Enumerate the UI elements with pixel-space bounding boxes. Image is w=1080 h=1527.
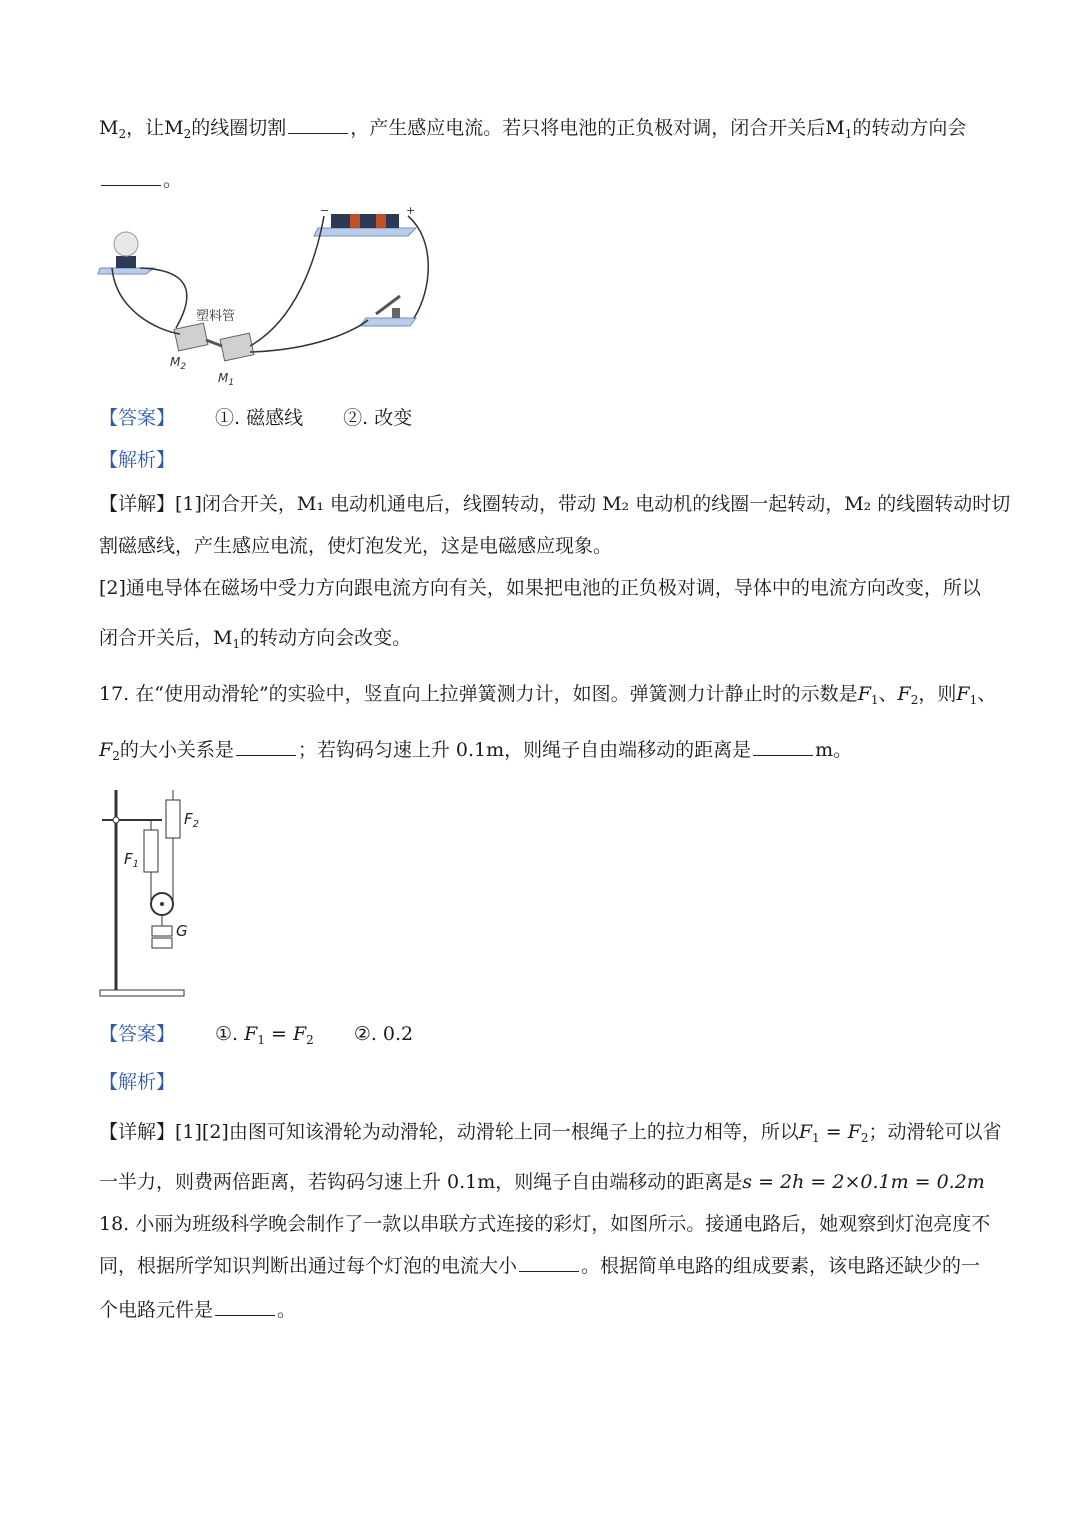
q16-detail-3: [2]通电导体在磁场中受力方向跟电流方向有关，如果把电池的正负极对调，导体中的电流方向改变，所以: [99, 577, 981, 599]
detail-tag: 【详解】: [99, 493, 176, 515]
q17-detail-2: 一半力，则费两倍距离，若钩码匀速上升 0.1m，则绳子自由端移动的距离是s = 2h = 2×0.1m = 0.2m: [99, 1171, 985, 1193]
q16-detail-1: 【详解】[1]闭合开关，M₁ 电动机通电后，线圈转动，带动 M₂ 电动机的线圈一起转动，M₂ 的线圈转动时切: [99, 493, 1011, 515]
wire: [250, 320, 368, 352]
f2-label: F: [184, 810, 193, 828]
pulley-figure: [98, 786, 218, 1000]
motor-m2-icon: [174, 323, 208, 351]
wire: [112, 268, 180, 334]
q18-line-3: 个电路元件是 。: [99, 1299, 297, 1321]
wire: [140, 268, 187, 328]
f1-label: F: [124, 850, 133, 868]
answer-tag: 【答案】: [99, 407, 176, 429]
switch-board: [360, 318, 416, 326]
answer-blank[interactable]: [215, 1297, 275, 1316]
q18-line-1: 18. 小丽为班级科学晚会制作了一款以串联方式连接的彩灯，如图所示。接通电路后，她观察到灯泡亮度不: [99, 1213, 991, 1235]
battery-board: [314, 228, 416, 236]
q17-analysis-tag: 【解析】: [99, 1071, 176, 1093]
lamp-base: [116, 256, 136, 268]
motor-circuit-figure: [96, 200, 456, 400]
wire: [250, 216, 324, 346]
answer-blank[interactable]: [288, 115, 348, 134]
svg-text:M2: $M_2$: [170, 355, 187, 372]
answer-blank[interactable]: [753, 737, 813, 756]
spring-scale-f2: [166, 800, 180, 838]
m2-symbol: M: [99, 117, 119, 139]
q16-answer: 【答案】 ①. 磁感线 ②. 改变: [99, 407, 413, 429]
hook-weight-icon: [152, 926, 172, 936]
battery-plus-label: +: [406, 204, 416, 217]
g-label: G: [176, 922, 188, 940]
q18-line-2: 同，根据所学知识判断出通过每个灯泡的电流大小 。根据简单电路的组成要素，该电路还缺少的一: [99, 1255, 981, 1277]
plastic-tube-label: 塑料管: [196, 309, 236, 324]
battery-icon: [331, 214, 399, 228]
spring-scale-f1: [144, 830, 158, 872]
m2-label: M: [170, 355, 181, 369]
svg-text:M1: $M_1$: [218, 371, 235, 388]
m1-label: M: [218, 371, 229, 385]
q16-analysis-tag: 【解析】: [99, 449, 176, 471]
stand-base: [100, 990, 184, 996]
plastic-tube: [206, 340, 222, 346]
q16-line-1: $M_2$，让$M_2$的线圈切割 ，产生感应电流。若只将电池的正负极对调，闭合开关后$M_1$的转动方向会: [99, 117, 967, 141]
q16-line-2: 。: [99, 166, 182, 194]
q17-answer: 【答案】 ①. $F_1 = F_2$ ②. 0.2: [99, 1023, 414, 1047]
answer-blank[interactable]: [519, 1253, 579, 1272]
q16-detail-2: 割磁感线，产生感应电流，使灯泡发光，这是电磁感应现象。: [99, 535, 613, 557]
answer-blank[interactable]: [236, 737, 296, 756]
q17-detail-1: 【详解】[1][2]由图可知该滑轮为动滑轮，动滑轮上同一根绳子上的拉力相等，所以$F_1 = F_2$；动滑轮可以省: [99, 1121, 1002, 1145]
answer-blank[interactable]: [101, 167, 161, 186]
detail-tag: 【详解】: [99, 1121, 176, 1143]
answer-tag: 【答案】: [99, 1023, 176, 1045]
q16-detail-4: 闭合开关后，$M_1$的转动方向会改变。: [99, 627, 412, 651]
q17-line-1: 17. 在“使用动滑轮”的实验中，竖直向上拉弹簧测力计，如图。弹簧测力计静止时的示数是$F_1$、$F_2$，则$F_1$、: [99, 683, 997, 707]
svg-text:F1: $F_1$: [124, 850, 140, 870]
lamp-bulb-icon: [114, 232, 138, 256]
svg-text:F2: $F_2$: [184, 810, 200, 830]
motor-m1-icon: [220, 333, 254, 361]
q17-line-2: $F_2$的大小关系是 ；若钩码匀速上升 0.1m，则绳子自由端移动的距离是 m。: [99, 739, 853, 763]
battery-minus-label: −: [320, 204, 330, 217]
